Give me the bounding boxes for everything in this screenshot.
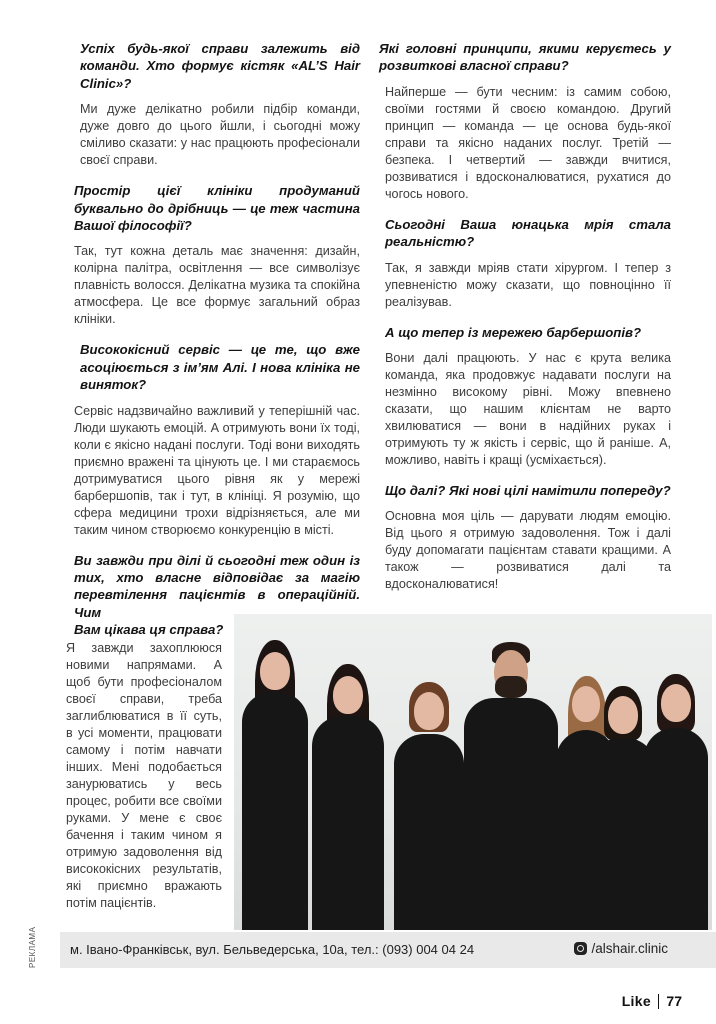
left-column xyxy=(74,40,360,648)
question-next-goals: Що далі? Які нові цілі намітили попереду? xyxy=(385,483,671,499)
question-principles: Які головні принципи, якими керуєтесь у розвиткові власної справи? xyxy=(379,41,671,74)
team-member-7 xyxy=(644,672,708,930)
answer-team: Ми дуже делікатно робили підбір команди, дуже довго до цього йшли, і сьогодні можу сміливо сказати: у нас працюють професіонали своєї справи. xyxy=(80,102,360,168)
question-surgery-part1: Ви завжди при ділі й сьогодні теж один із тих, хто власне відповідає за магію перевтілення пацієнтів в операційній. Чим xyxy=(74,552,360,620)
page-number: 77 xyxy=(666,993,682,1009)
answer-barbershops: Вони далі працюють. У нас є крута велика команда, яка продовжує надавати послуги на незмінно високому рівні. Можу впевнено сказати, що нашим клієнтам не варто хвилюватися — вони в надійних руках і отримують ту ж якість і сервіс, що й раніше. А, можливо, навіть і кращі (усміхається). xyxy=(385,351,671,468)
question-service: Висококісний сервіс — це те, що вже асоціюється з ім’ям Алі. І нова клініка не виняток? xyxy=(80,342,360,393)
answer-space: Так, тут кожна деталь має значення: дизайн, колірна палітра, освітлення — все символізує плавність волосся. Делікатна музика та спокійна атмосфера. Це все формує загальний образ клініки. xyxy=(74,244,360,327)
instagram-handle[interactable] xyxy=(574,941,668,956)
team-member-4 xyxy=(464,638,558,930)
question-dream: Сьогодні Ваша юнацька мрія стала реальністю? xyxy=(385,216,671,250)
answer-principles: Найперше — бути чесним: із самим собою, своїми гостями й своєю командою. Другий принцип — команда — це основа будь-якої справи та якісно наданих послуг. Третій — безпека. І четвертий — завжди вчитися, розвиватися і вдосконалюватися, рухатися до чогось нового. xyxy=(385,84,671,201)
team-member-1 xyxy=(242,630,308,930)
team-member-3 xyxy=(394,678,464,930)
instagram-handle-text: /alshair.clinic xyxy=(591,941,668,956)
magazine-name: Like xyxy=(621,993,651,1009)
answer-service: Сервіс надзвичайно важливий у теперішній час. Люди шукають емоцій. А отримують вони їх тоді, коли є якісно надані послуги. Тоді вони виходять приємно вражені та цінують це. І ми стараємось дотримуватися цього рівня як у мережі барбершопів, так і тут, в клініці. Я розумію, що сфера медицини трохи відрізняється, але ми таким чином створюємо конкуренцію в місті. xyxy=(74,403,360,537)
answer-surgery: Я завжди захоплююся новими напрямами. А щоб бути професіоналом своєї справи, треба заглиблюватися в її суть, в усі моменти, працювати самому і потім навчати інших. Мені подобається занурюватись у весь процес, робити все своїми руками. У мене є своє бачення і таким чином я отримую задоволення від висококісних результатів, які приємно вражають потім пацієнтів. xyxy=(66,641,222,910)
page-footer xyxy=(622,993,682,1009)
answer-dream: Так, я завжди мріяв стати хірургом. І тепер з упевненістю можу сказати, що повноцінно її реалізував. xyxy=(385,260,671,309)
footer-divider xyxy=(658,994,660,1009)
question-barbershops: А що тепер із мережею барбершопів? xyxy=(385,324,642,340)
advertising-label: РЕКЛАМА xyxy=(28,926,37,968)
instagram-icon xyxy=(574,942,587,955)
answer-next-goals: Основна моя ціль — дарувати людям емоцію. Від цього я отримую задоволення. Тож і далі буду допомагати пацієнтам ставати кращими. А також — розвиватися далі та вдосконалюватися! xyxy=(385,509,671,592)
contact-bar xyxy=(60,932,716,968)
question-space: Простір цієї клініки продуманий буквально до дрібниць — це теж частина Вашої філософії? xyxy=(74,183,360,234)
team-member-2 xyxy=(312,658,384,930)
question-surgery-part2: Вам цікава ця справа? xyxy=(74,622,224,638)
right-column xyxy=(379,40,671,606)
question-team: Успіх будь-якої справи залежить від команди. Хто формує кістяк «AL’S Hair Clinic»? xyxy=(80,41,360,91)
team-photo xyxy=(234,614,712,930)
clinic-address: м. Івано-Франківськ, вул. Бельведерська, 10а, тел.: (093) 004 04 24 xyxy=(70,942,475,957)
